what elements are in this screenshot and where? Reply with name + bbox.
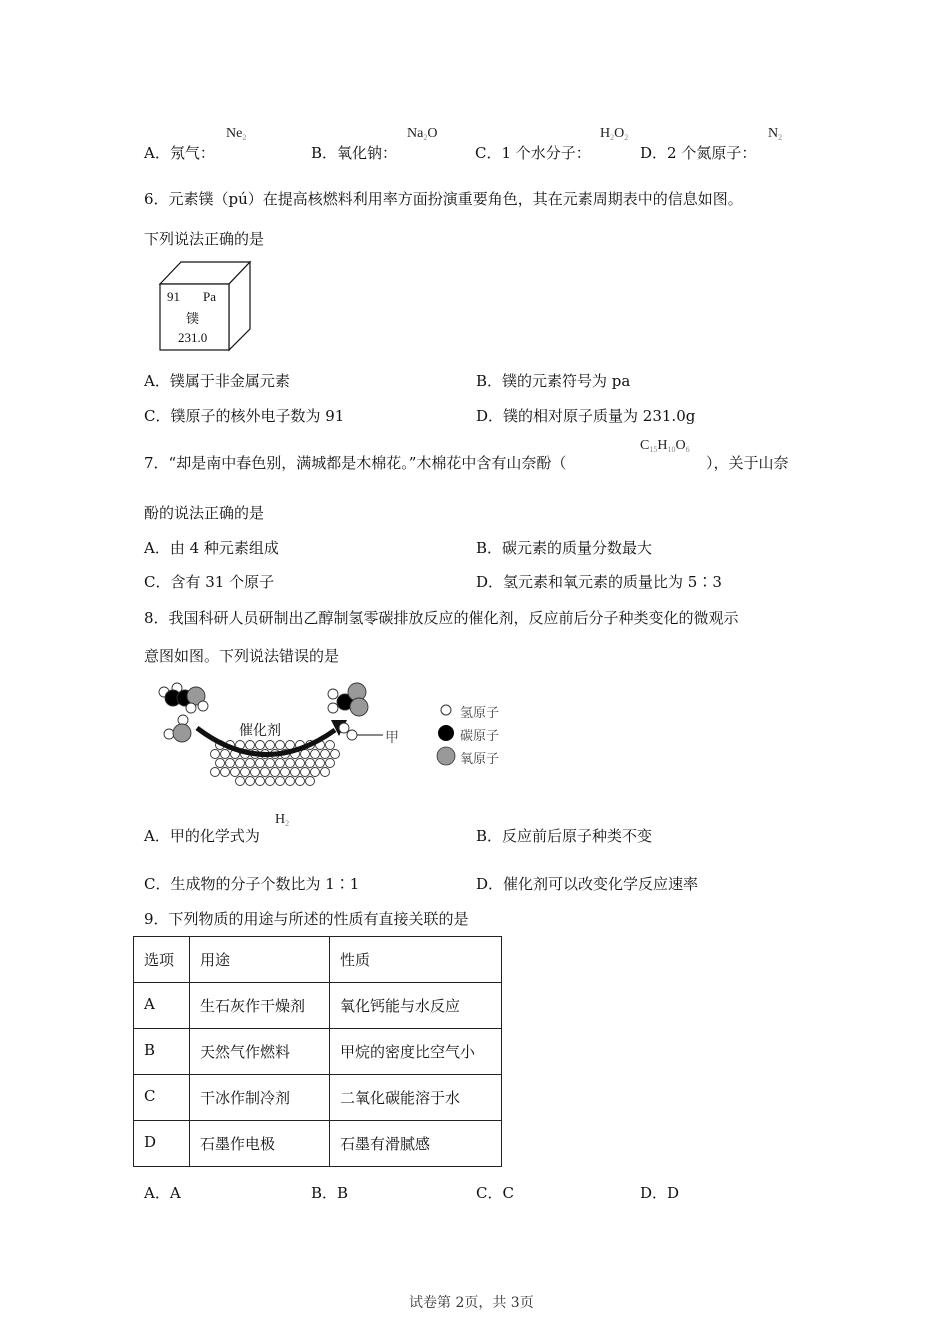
formula-subscript: 2 xyxy=(423,133,428,142)
table-header-row xyxy=(134,937,502,983)
q9-stem: 9．下列物质的用途与所述的性质有直接关联的是 xyxy=(144,910,469,928)
q9-table xyxy=(133,936,502,1167)
formula-text: O xyxy=(427,126,438,141)
table-cell: 干冰作制冷剂 xyxy=(190,1075,330,1121)
q9-option-b: B．B xyxy=(311,1184,349,1202)
q7-stem-part2: ），关于山奈 xyxy=(706,454,789,472)
q8-option-b: B．反应前后原子种类不变 xyxy=(476,827,653,845)
q5-option-b xyxy=(311,142,397,163)
q5-option-d-label: D．2 个氮原子： xyxy=(640,144,757,162)
legend-carbon-label: 碳原子 xyxy=(460,729,500,744)
formula-text: C xyxy=(640,438,650,453)
q6-option-c: C．镤原子的核外电子数为 91 xyxy=(144,407,345,425)
table-cell: D xyxy=(134,1121,190,1167)
q8-option-c: C．生成物的分子个数比为 1∶1 xyxy=(144,875,360,893)
q6-stem-line1: 6．元素镤（pú）在提高核燃料利用率方面扮演重要角色，其在元素周期表中的信息如图。 xyxy=(144,190,743,208)
table-cell: 二氧化碳能溶于水 xyxy=(330,1075,502,1121)
q6-stem-line2: 下列说法正确的是 xyxy=(144,230,265,248)
formula-subscript: 10 xyxy=(667,445,676,454)
table-row xyxy=(134,983,502,1029)
q5-option-d-formula xyxy=(768,126,782,142)
formula-text: O xyxy=(675,438,686,453)
formula-subscript: 2 xyxy=(778,133,783,142)
q5-option-b-formula xyxy=(407,126,437,142)
table-header-cell: 选项 xyxy=(134,937,190,983)
q7-option-c: C．含有 31 个原子 xyxy=(144,573,275,591)
q7-stem-part1: 7．“却是南中春色别，满城都是木棉花。”木棉花中含有山奈酚（ xyxy=(144,454,567,472)
table-cell: 甲烷的密度比空气小 xyxy=(330,1029,502,1075)
table-cell: B xyxy=(134,1029,190,1075)
q5-option-a-label: A．氖气： xyxy=(144,144,215,162)
element-mass: 231.0 xyxy=(178,330,208,345)
formula-text: O xyxy=(614,126,625,141)
formula-subscript: 2 xyxy=(610,133,615,142)
table-header-cell: 性质 xyxy=(330,937,502,983)
q5-option-c-formula xyxy=(600,126,628,142)
q7-stem-line2: 酚的说法正确的是 xyxy=(144,504,265,522)
q5-option-a-formula xyxy=(226,126,246,142)
formula-subscript: 2 xyxy=(242,133,247,142)
q8-option-a: A．甲的化学式为 xyxy=(144,827,260,845)
legend-oxygen-icon xyxy=(437,747,455,765)
q9-option-a: A．A xyxy=(144,1184,181,1202)
legend-hydrogen-label: 氢原子 xyxy=(460,706,500,721)
q5-option-a xyxy=(144,142,215,163)
table-cell: 氧化钙能与水反应 xyxy=(330,983,502,1029)
table-cell: 石墨有滑腻感 xyxy=(330,1121,502,1167)
element-symbol: Pa xyxy=(203,289,216,304)
q5-option-b-label: B．氧化钠： xyxy=(311,144,398,162)
reaction-diagram xyxy=(155,680,525,795)
legend-hydrogen-icon xyxy=(441,705,451,715)
table-row xyxy=(134,1075,502,1121)
formula-text: H xyxy=(600,126,611,141)
q7-option-a: A．由 4 种元素组成 xyxy=(144,539,279,557)
table-cell: A xyxy=(134,983,190,1029)
page-footer: 试卷第 2页，共 3页 xyxy=(409,1295,534,1311)
q6-option-a: A．镤属于非金属元素 xyxy=(144,372,290,390)
q9-option-d: D．D xyxy=(640,1184,680,1202)
q8-stem-line1: 8．我国科研人员研制出乙醇制氢零碳排放反应的催化剂，反应前后分子种类变化的微观示 xyxy=(144,609,739,627)
q5-option-c xyxy=(475,142,591,163)
q9-option-c: C．C xyxy=(476,1184,514,1202)
product-molecule xyxy=(328,683,368,716)
element-name: 镤 xyxy=(186,311,200,326)
formula-subscript: 2 xyxy=(624,133,629,142)
legend-carbon-icon xyxy=(438,725,454,741)
q5-option-d xyxy=(640,142,756,163)
table-cell: 石墨作电极 xyxy=(190,1121,330,1167)
q6-option-b: B．镤的元素符号为 pa xyxy=(476,372,631,390)
formula-text: Ne xyxy=(226,126,243,141)
table-cell: 天然气作燃料 xyxy=(190,1029,330,1075)
formula-text: H xyxy=(657,438,668,453)
q8-option-d: D．催化剂可以改变化学反应速率 xyxy=(476,875,699,893)
formula-text: N xyxy=(768,126,779,141)
table-header-cell: 用途 xyxy=(190,937,330,983)
formula-text: H xyxy=(275,812,286,827)
catalyst-label: 催化剂 xyxy=(239,723,281,739)
q8-stem-line2: 意图如图。下列说法错误的是 xyxy=(144,647,340,665)
element-atomic-number: 91 xyxy=(167,289,180,304)
table-row xyxy=(134,1121,502,1167)
element-cell xyxy=(158,258,253,353)
formula-text: Na xyxy=(407,126,424,141)
table-cell: 生石灰作干燥剂 xyxy=(190,983,330,1029)
q7-option-d: D．氢元素和氧元素的质量比为 5∶3 xyxy=(476,573,722,591)
table-cell: C xyxy=(134,1075,190,1121)
legend-oxygen-label: 氧原子 xyxy=(460,752,500,767)
q8-option-a-formula xyxy=(275,812,289,828)
q7-formula xyxy=(640,438,690,454)
formula-subscript: 6 xyxy=(685,445,690,454)
table-row xyxy=(134,1029,502,1075)
q6-option-d: D．镤的相对原子质量为 231.0g xyxy=(476,407,696,425)
product-jia-label: 甲 xyxy=(385,730,399,746)
formula-subscript: 2 xyxy=(285,819,290,828)
hydrogen-molecule xyxy=(339,723,383,740)
formula-subscript: 15 xyxy=(649,445,658,454)
q5-option-c-label: C．1 个水分子： xyxy=(475,144,591,162)
q7-option-b: B．碳元素的质量分数最大 xyxy=(476,539,653,557)
